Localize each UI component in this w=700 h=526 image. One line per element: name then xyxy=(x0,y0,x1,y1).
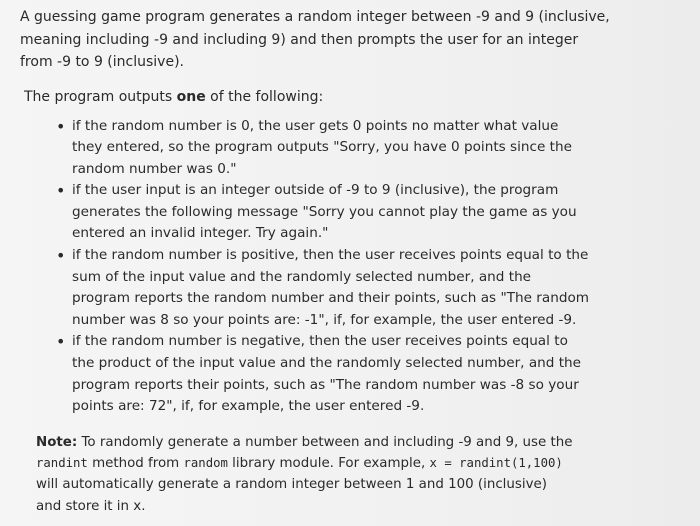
code-example: x = randint(1,100) xyxy=(429,456,563,471)
bullet-icon: • xyxy=(56,246,66,266)
list-item-text: if the user input is an integer outside of -9 to 9 (inclusive), the program generates the following message "Sorry you cannot play the game as you entered an invalid integer. Try again." xyxy=(72,182,577,242)
list-item xyxy=(56,331,592,417)
outputs-heading-emphasis: one xyxy=(176,88,206,105)
list-item-text: if the random number is negative, then the user receives points equal to the product of the input value and the randomly selected number, and the program reports their points, such as "The random number was -8 so your points are: 72", if, for example, the user entered -9. xyxy=(72,333,582,415)
output-cases-list xyxy=(20,116,686,418)
list-item xyxy=(56,245,592,331)
note-paragraph xyxy=(36,432,576,517)
list-item-text: if the random number is 0, the user gets 0 points no matter what value they entered, so the program outputs "Sorry, you have 0 points since the random number was 0." xyxy=(72,117,572,177)
outputs-heading-suffix: of the following: xyxy=(205,88,324,105)
list-item-text: if the random number is positive, then the user receives points equal to the sum of the input value and the randomly selected number, and the program reports the random number and their points, such as "The random number was 8 so your points are: -1", if, for example, the user entered -9. xyxy=(72,247,590,328)
code-random: random xyxy=(183,456,228,471)
outputs-heading-prefix: The program outputs xyxy=(24,88,177,105)
list-item xyxy=(56,180,592,245)
note-text-3: library module. For example, xyxy=(227,456,430,472)
note-text-2: method from xyxy=(87,456,184,472)
list-item xyxy=(56,116,592,181)
note-text-4: will automatically generate a random integer between 1 and 100 (inclusive) and store it in x. xyxy=(36,477,547,514)
code-randint: randint xyxy=(36,456,88,471)
bullet-icon: • xyxy=(56,116,66,136)
intro-paragraph: A guessing game program generates a random integer between -9 and 9 (inclusive, meaning including -9 and including 9) and then prompts the user for an integer from -9 to 9 (inclusive). xyxy=(20,9,610,70)
note-text-1: To randomly generate a number between and including -9 and 9, use the xyxy=(77,434,573,450)
bullet-icon: • xyxy=(56,332,66,352)
bullet-icon: • xyxy=(56,181,66,201)
outputs-heading xyxy=(24,86,686,108)
note-label: Note: xyxy=(36,434,78,450)
